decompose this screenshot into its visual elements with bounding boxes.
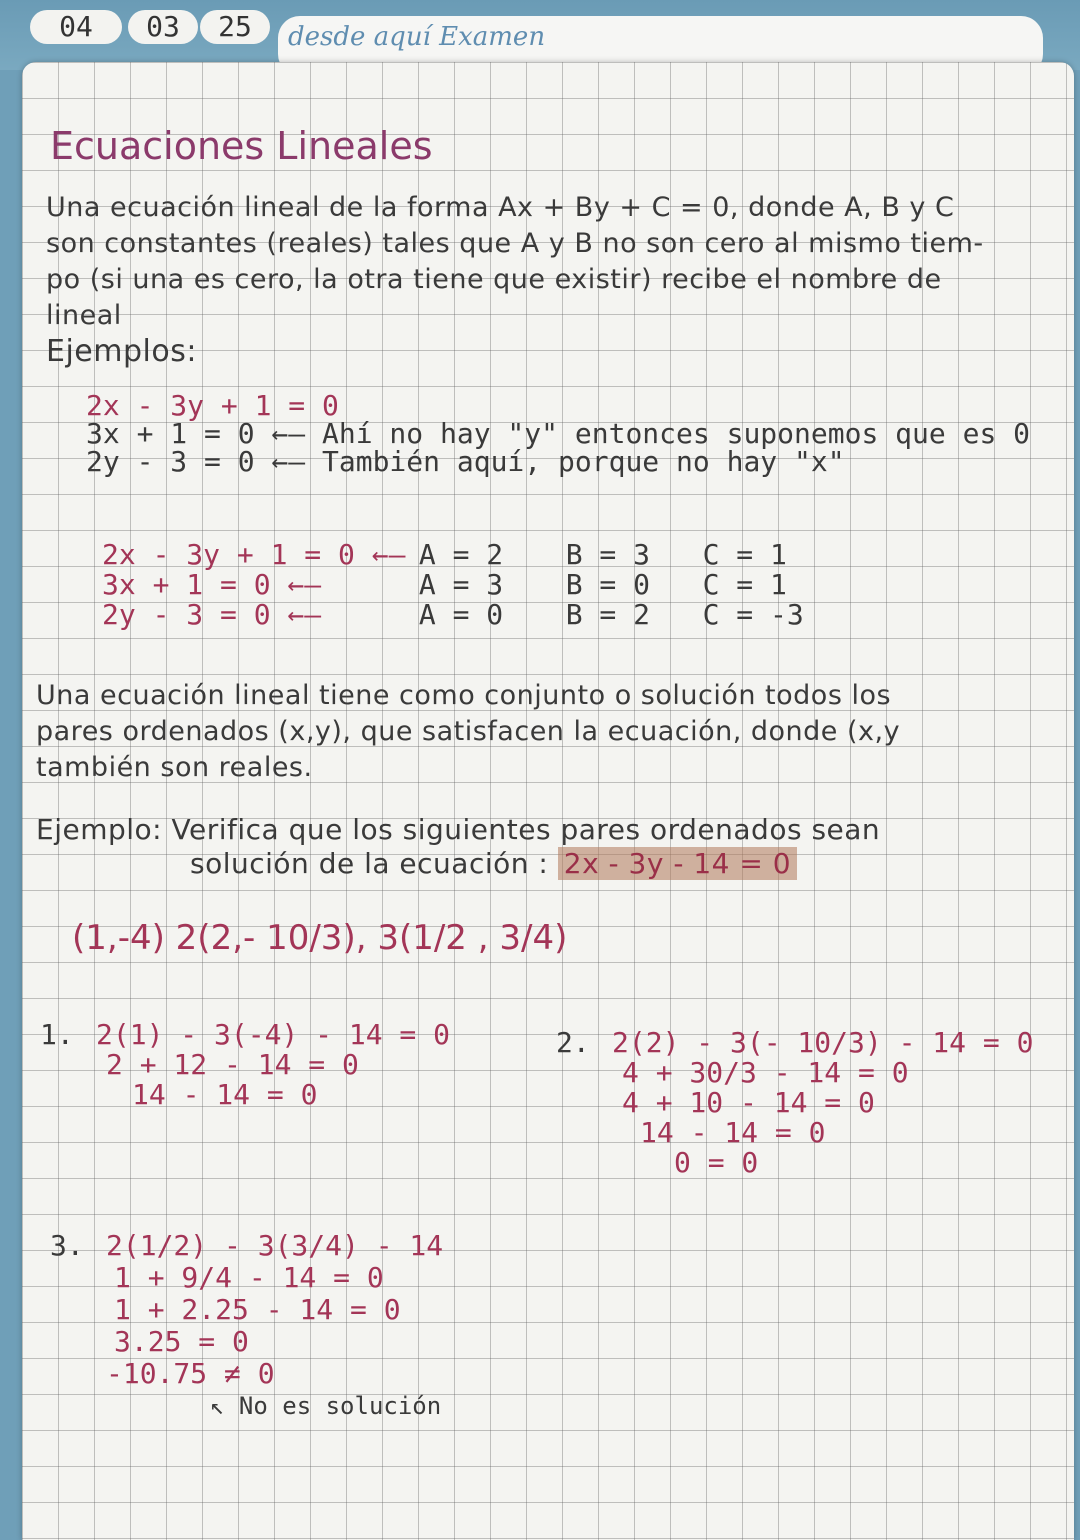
- coefficient-b: B = 2: [565, 598, 651, 631]
- check-3: [50, 1230, 443, 1422]
- ordered-pairs: (1,-4) 2(2,- 10/3), 3(1/2 , 3/4): [72, 918, 568, 958]
- topic-note: desde aquí Examen: [288, 22, 546, 52]
- coefficient-b: B = 0: [565, 568, 651, 601]
- check-step: 2 + 12 - 14 = 0: [106, 1048, 359, 1081]
- check-number: 2.: [556, 1026, 590, 1059]
- exercise-equation: 2x - 3y - 14 = 0: [558, 847, 797, 880]
- definition-line: lineal: [46, 300, 122, 331]
- check-step: 4 + 30/3 - 14 = 0: [622, 1056, 909, 1089]
- page-title: Ecuaciones Lineales: [50, 124, 433, 168]
- example-line: 2y - 3 = 0 ←— También aquí, porque no hay "x": [86, 445, 845, 478]
- check-number: 3.: [50, 1229, 84, 1262]
- check-note: ↖ No es solución: [210, 1392, 442, 1420]
- check-steps: [612, 1028, 1033, 1178]
- solution-line: también son reales.: [36, 752, 313, 783]
- date-month: 03: [128, 10, 198, 44]
- coefficient-a: A = 3: [418, 568, 504, 601]
- coefficient-a: A = 2: [418, 538, 504, 571]
- exercise-intro-2: [190, 846, 797, 882]
- check-step: 1 + 2.25 - 14 = 0: [114, 1293, 401, 1326]
- example-line: 3x + 1 = 0 ←— Ahí no hay "y" entonces suponemos que es 0: [86, 417, 1031, 450]
- coefficient-row: [102, 600, 804, 630]
- definition-line: son constantes (reales) tales que A y B no son cero al mismo tiem-: [46, 228, 984, 259]
- definition-line: Una ecuación lineal de la forma Ax + By + C = 0, donde A, B y C: [46, 192, 955, 223]
- coefficient-b: B = 3: [565, 538, 651, 571]
- examples-list: [86, 389, 1031, 478]
- solution-text: [36, 678, 900, 786]
- coefficient-equation: 3x + 1 = 0 ←—: [102, 568, 322, 601]
- check-step: 14 - 14 = 0: [132, 1078, 318, 1111]
- check-step: 2(1/2) - 3(3/4) - 14: [106, 1229, 444, 1262]
- definition: [46, 190, 984, 334]
- check-step: 2(1) - 3(-4) - 14 = 0: [96, 1018, 451, 1051]
- check-step: 3.25 = 0: [114, 1325, 249, 1358]
- check-number: 1.: [40, 1018, 74, 1051]
- check-steps: [96, 1020, 450, 1110]
- coefficient-a: A = 0: [418, 598, 504, 631]
- date-year: 25: [200, 10, 270, 44]
- definition-line: po (si una es cero, la otra tiene que existir) recibe el nombre de: [46, 264, 942, 295]
- coefficient-equation: 2y - 3 = 0 ←—: [102, 598, 322, 631]
- check-step: -10.75 ≠ 0: [106, 1357, 275, 1390]
- coefficient-c: C = -3: [702, 598, 804, 631]
- notebook-page: [22, 62, 1074, 1540]
- check-step: 2(2) - 3(- 10/3) - 14 = 0: [612, 1026, 1034, 1059]
- coefficient-row: [102, 540, 804, 570]
- date-day: 04: [30, 10, 122, 44]
- solution-line: pares ordenados (x,y), que satisfacen la ecuación, donde (x,y: [36, 716, 901, 747]
- coefficient-equation: 2x - 3y + 1 = 0 ←—: [102, 538, 406, 571]
- coefficient-c: C = 1: [702, 568, 787, 601]
- check-steps: [106, 1230, 443, 1390]
- solution-line: Una ecuación lineal tiene como conjunto o solución todos los: [36, 680, 892, 711]
- check-step: 1 + 9/4 - 14 = 0: [114, 1261, 384, 1294]
- coefficient-c: C = 1: [702, 538, 787, 571]
- exercise-intro: Ejemplo: Verifica que los siguientes pares ordenados sean: [36, 813, 881, 846]
- check-2: [556, 1028, 1033, 1178]
- top-strip: [0, 0, 1080, 70]
- example-line: 2x - 3y + 1 = 0: [86, 389, 339, 422]
- check-step: 14 - 14 = 0: [640, 1116, 826, 1149]
- coefficient-row: [102, 570, 804, 600]
- exercise-intro-text: solución de la ecuación :: [190, 847, 549, 880]
- check-1: [40, 1020, 450, 1110]
- examples-heading: Ejemplos:: [46, 334, 197, 369]
- coefficients-table: [102, 540, 804, 630]
- check-step: 0 = 0: [674, 1146, 759, 1179]
- check-step: 4 + 10 - 14 = 0: [622, 1086, 875, 1119]
